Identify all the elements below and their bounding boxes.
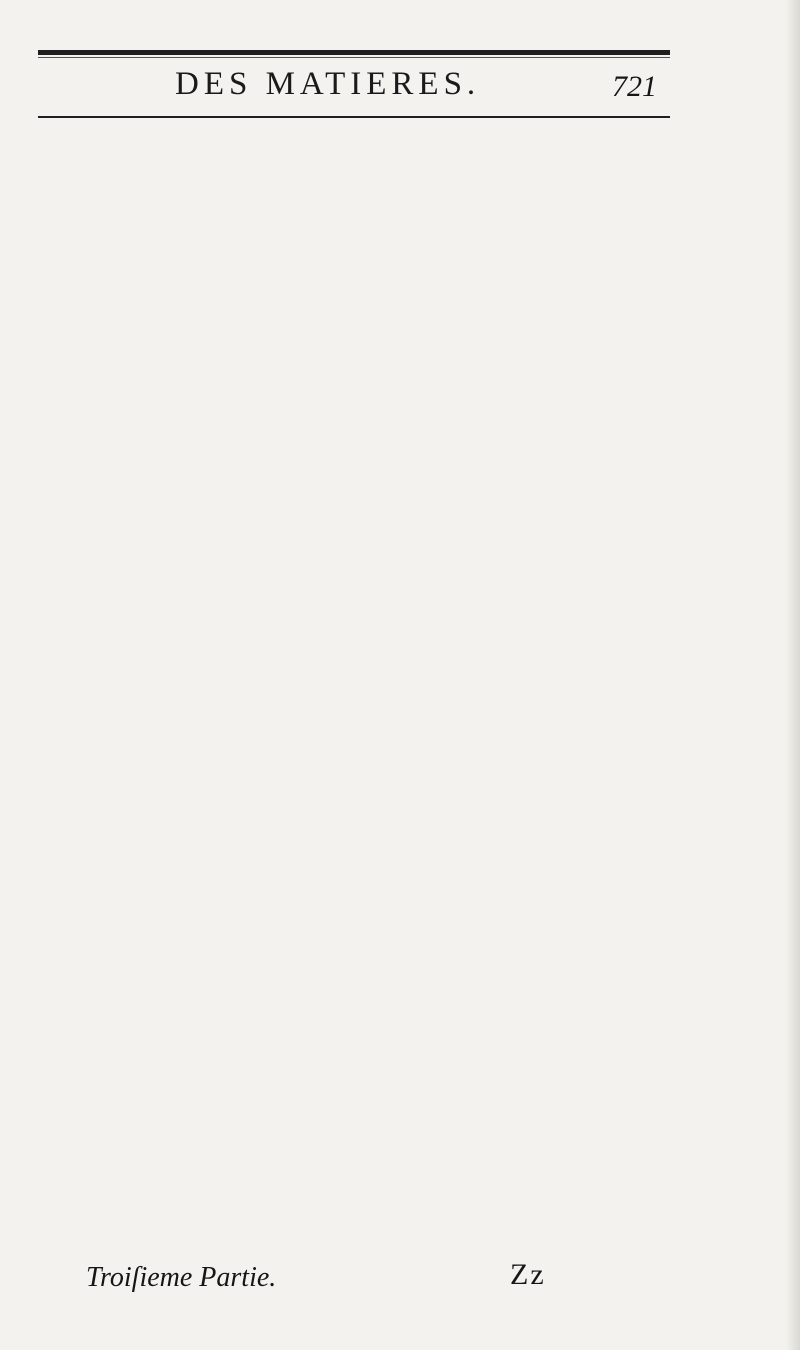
running-head-title: DES MATIERES.: [175, 66, 481, 102]
signature-line: Troiſieme Partie.: [86, 1262, 277, 1293]
gathering-mark: Zz: [510, 1258, 546, 1291]
page-number: 721: [612, 70, 657, 103]
page-edge-shadow: [786, 0, 800, 1350]
